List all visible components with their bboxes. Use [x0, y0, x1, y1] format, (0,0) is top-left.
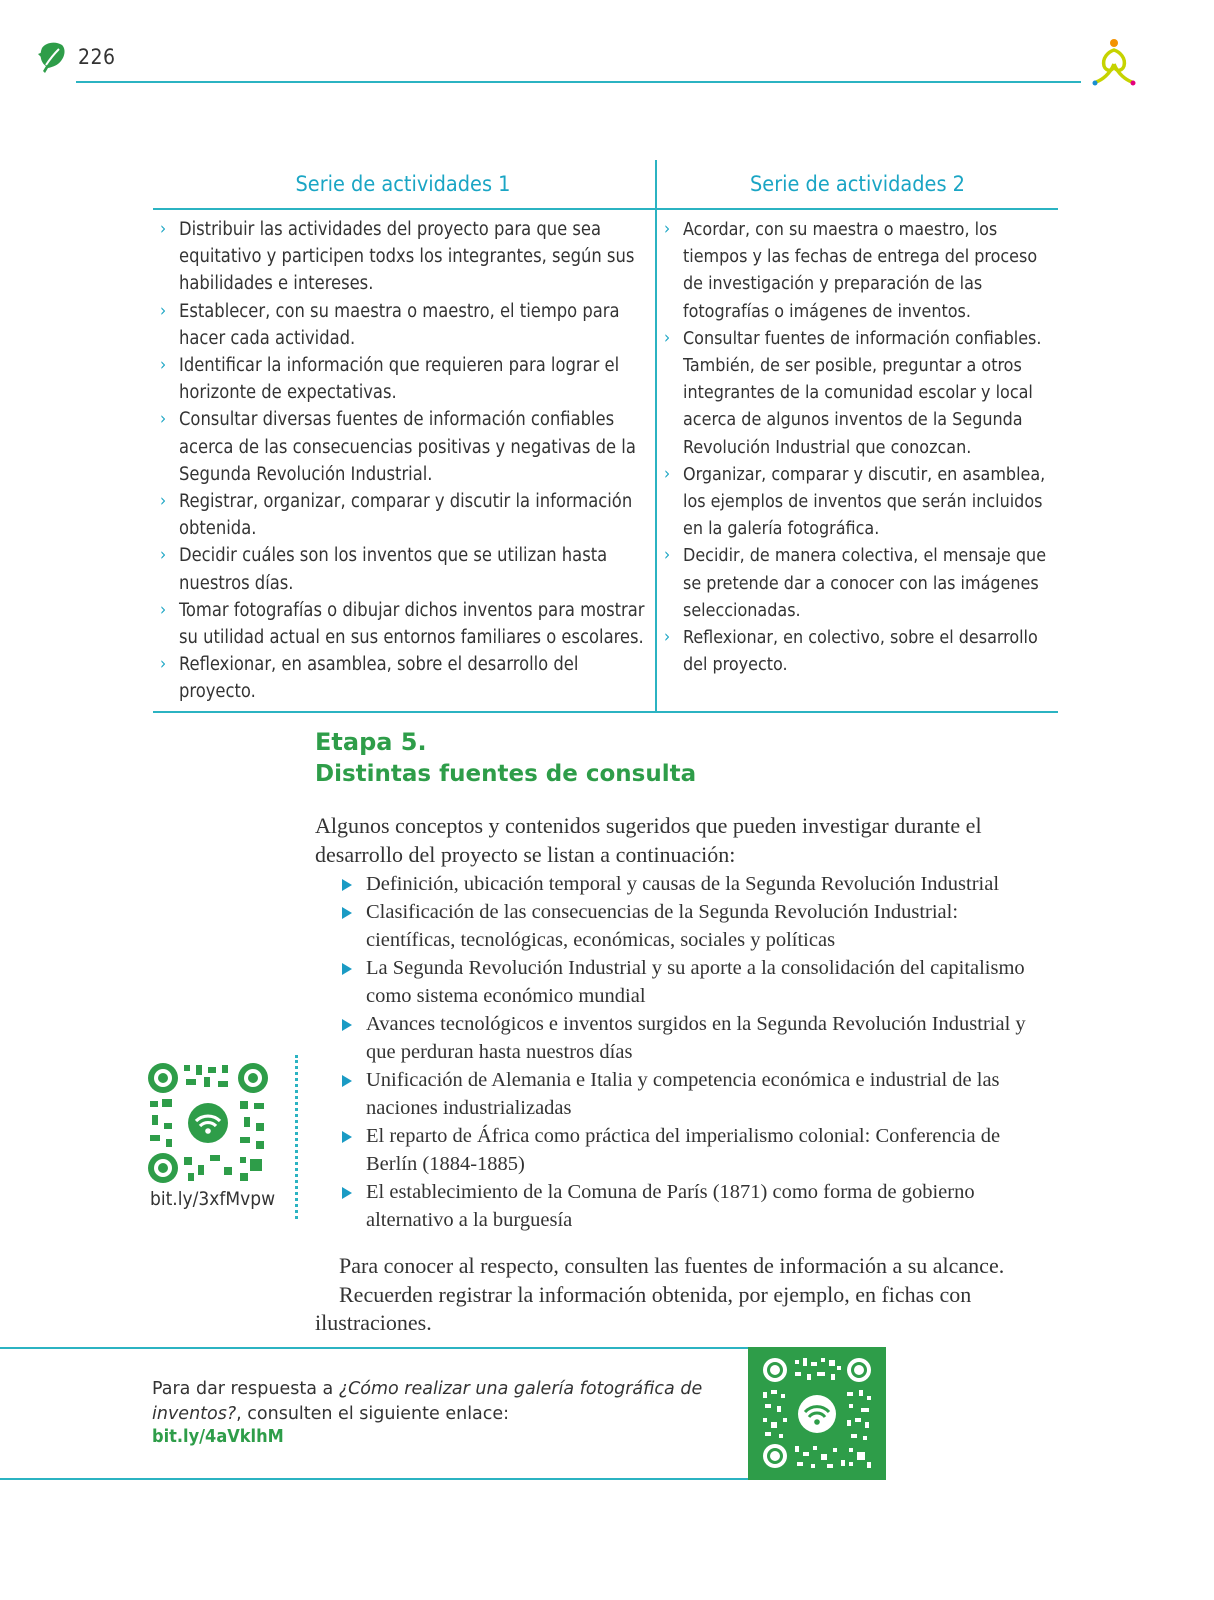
brand-icon [1088, 36, 1140, 88]
footer-qr-box[interactable] [748, 1347, 886, 1480]
triangle-bullet-icon [342, 1075, 352, 1087]
list-item: Unificación de Alemania e Italia y competencia económica e industrial de las naciones industrializadas [340, 1066, 1040, 1122]
list-item: El reparto de África como práctica del imperialismo colonial: Conferencia de Berlín (1884-1885) [340, 1122, 1040, 1178]
activity-list [153, 216, 653, 706]
list-item: Avances tecnológicos e inventos surgidos en la Segunda Revolución Industrial y que perduran hasta nuestros días [340, 1010, 1040, 1066]
chevron-right-icon: › [664, 627, 671, 648]
column-title: Serie de actividades 1 [295, 172, 511, 197]
column-title: Serie de actividades 2 [750, 172, 965, 197]
side-divider [295, 1055, 298, 1219]
chevron-right-icon: › [160, 599, 167, 620]
activity-table [153, 160, 1058, 713]
chevron-right-icon: › [160, 355, 167, 376]
list-item: › Registrar, organizar, comparar y discutir la información obtenida. [153, 488, 653, 542]
list-item: › Reflexionar, en asamblea, sobre el desarrollo del proyecto. [153, 651, 653, 705]
closing-paragraph: Para conocer al respecto, consulten las fuentes de información a su alcance. Recuerden registrar la información obtenida, por ejemplo, en fichas con ilustraciones. [315, 1253, 1005, 1335]
activities-column-2 [657, 160, 1058, 678]
chevron-right-icon: › [664, 463, 671, 484]
list-item: › Establecer, con su maestra o maestro, el tiempo para hacer cada actividad. [153, 298, 653, 352]
list-item: › Consultar fuentes de información confiables. También, de ser posible, preguntar a otros integrantes de la comunidad escolar y local acerca de algunos inventos de la Segunda Revolución Industrial que conozcan. [657, 325, 1058, 461]
footer-link[interactable]: bit.ly/4aVklhM [152, 1426, 284, 1447]
activity-list [657, 216, 1058, 678]
leaf-icon [36, 40, 68, 74]
footer-text: Para dar respuesta a ¿Cómo realizar una galería fotográfica de inventos?, consulten el siguiente enlace: [152, 1379, 703, 1424]
list-item: › Distribuir las actividades del proyecto para que sea equitativo y participen todxs los integrantes, según sus habilidades e intereses. [153, 216, 653, 298]
page-header [0, 0, 1214, 100]
list-item: El establecimiento de la Comuna de París (1871) como forma de gobierno alternativo a la burguesía [340, 1178, 1040, 1234]
chevron-right-icon: › [664, 545, 671, 566]
list-item: › Acordar, con su maestra o maestro, los tiempos y las fechas de entrega del proceso de investigación y preparación de las fotografías o imágenes de inventos. [657, 216, 1058, 325]
list-item: › Tomar fotografías o dibujar dichos inventos para mostrar su utilidad actual en sus entornos familiares o escolares. [153, 597, 653, 651]
footer-rule-bottom [0, 1478, 748, 1480]
topic-list [340, 870, 1040, 1234]
list-item: › Organizar, comparar y discutir, en asamblea, los ejemplos de inventos que serán incluidos en la galería fotográfica. [657, 461, 1058, 543]
chevron-right-icon: › [160, 300, 167, 321]
triangle-bullet-icon [342, 963, 352, 975]
chevron-right-icon: › [160, 545, 167, 566]
section-title: Etapa 5. [315, 728, 427, 756]
chevron-right-icon: › [160, 219, 167, 239]
footer-rule-top [0, 1347, 748, 1349]
list-item: › Decidir cuáles son los inventos que se utilizan hasta nuestros días. [153, 542, 653, 596]
chevron-right-icon: › [664, 327, 671, 348]
list-item: › Decidir, de manera colectiva, el mensaje que se pretende dar a conocer con las imágenes seleccionadas. [657, 542, 1058, 624]
list-item: La Segunda Revolución Industrial y su aporte a la consolidación del capitalismo como sistema económico mundial [340, 954, 1040, 1010]
triangle-bullet-icon [342, 907, 352, 919]
chevron-right-icon: › [160, 491, 167, 512]
list-item: › Consultar diversas fuentes de información confiables acerca de las consecuencias positivas y negativas de la Segunda Revolución Industrial. [153, 406, 653, 488]
triangle-bullet-icon [342, 1131, 352, 1143]
section-subtitle: Distintas fuentes de consulta [315, 761, 697, 787]
page-number: 226 [78, 45, 116, 69]
side-qr-link[interactable]: bit.ly/3xfMvpw [150, 1188, 276, 1210]
qr-code-icon[interactable] [148, 1063, 268, 1183]
triangle-bullet-icon [342, 879, 352, 891]
list-item: Definición, ubicación temporal y causas de la Segunda Revolución Industrial [340, 870, 1040, 898]
list-item: Clasificación de las consecuencias de la Segunda Revolución Industrial: científicas, tecnológicas, económicas, sociales y políticas [340, 898, 1040, 954]
activities-column-1 [153, 160, 653, 706]
chevron-right-icon: › [160, 654, 167, 675]
table-bottom-rule [153, 711, 1058, 713]
chevron-right-icon: › [160, 409, 167, 430]
list-item: › Reflexionar, en colectivo, sobre el desarrollo del proyecto. [657, 624, 1058, 678]
intro-paragraph: Algunos conceptos y contenidos sugeridos que pueden investigar durante el desarrollo del proyecto se listan a continuación: [315, 813, 982, 867]
header-rule [76, 81, 1081, 83]
chevron-right-icon: › [664, 219, 671, 239]
qr-code-icon[interactable] [755, 1352, 879, 1476]
list-item: › Identificar la información que requieren para lograr el horizonte de expectativas. [153, 352, 653, 406]
triangle-bullet-icon [342, 1019, 352, 1031]
triangle-bullet-icon [342, 1187, 352, 1199]
